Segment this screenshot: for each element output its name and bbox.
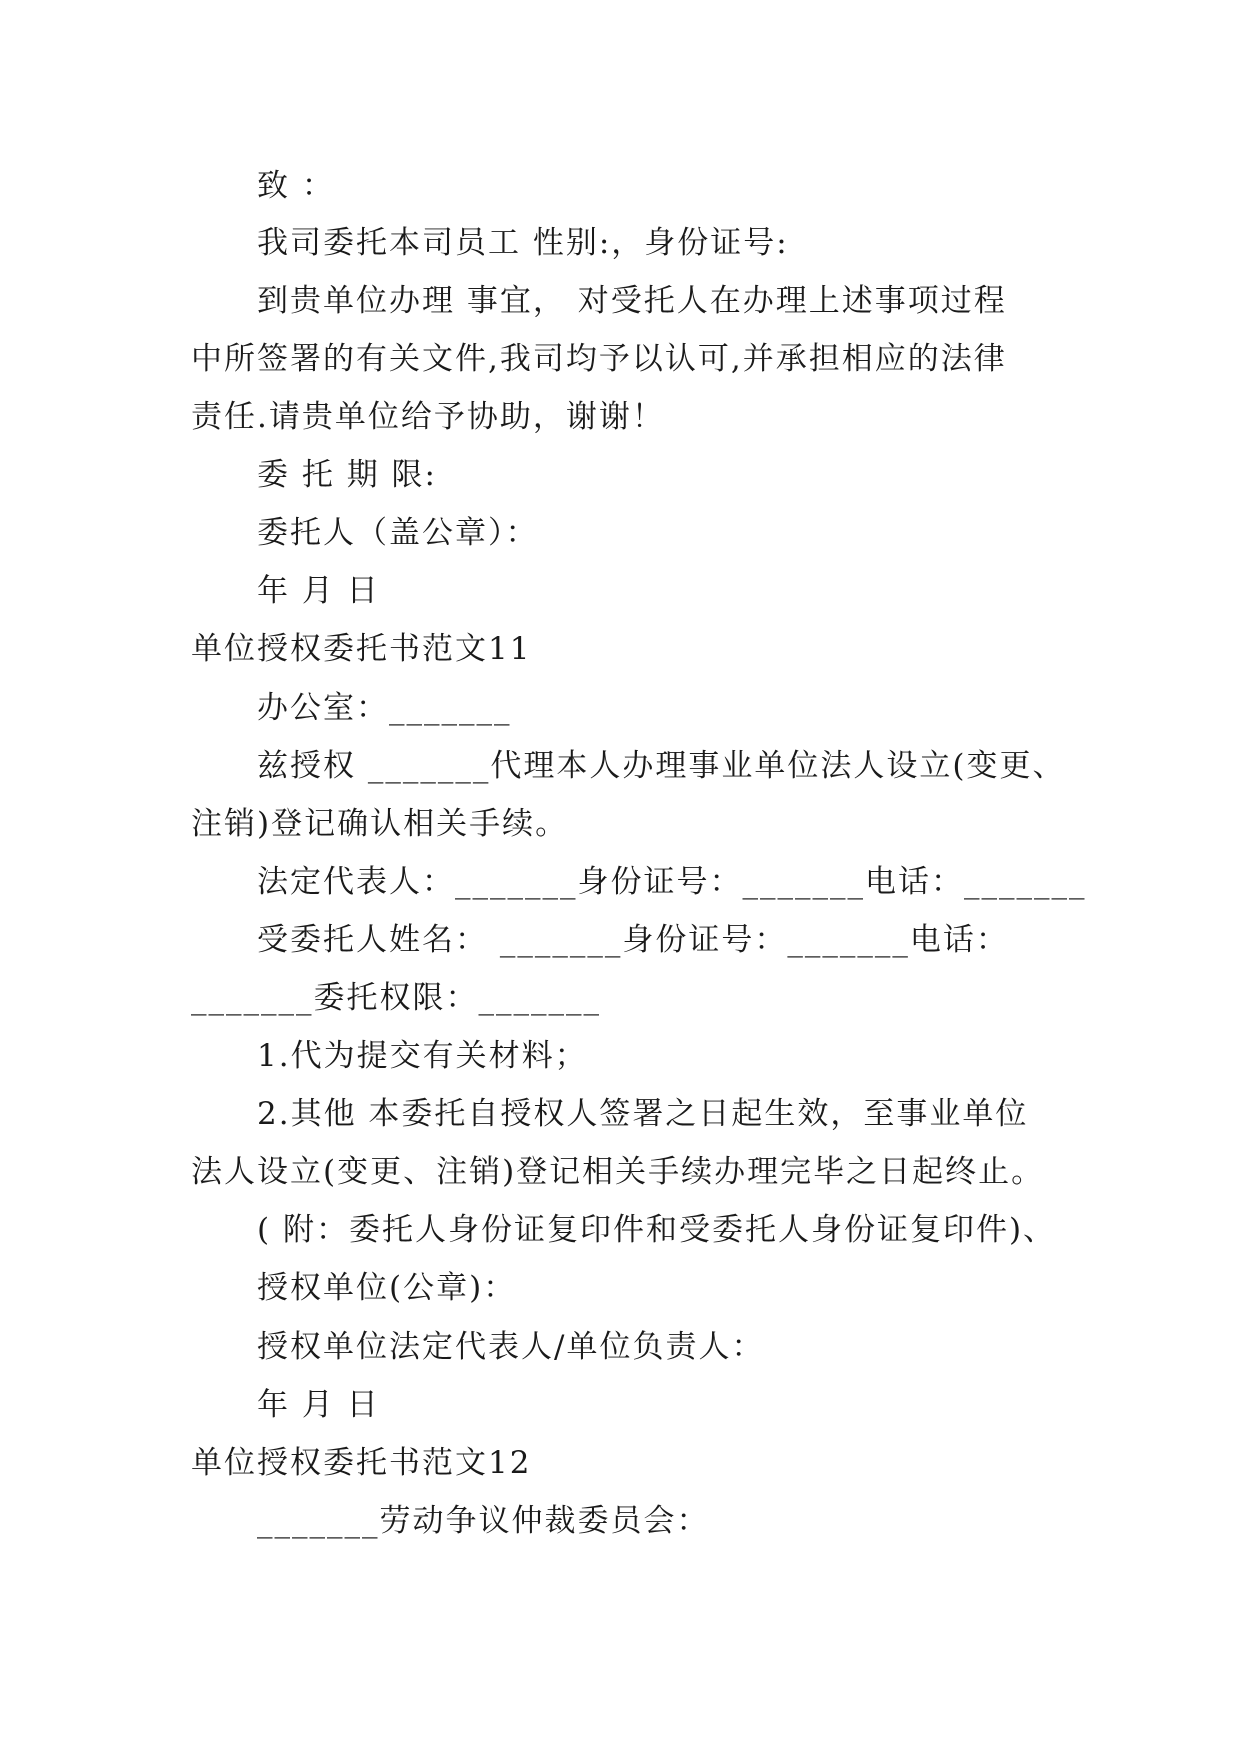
trustee-line-1: 受委托人姓名： _______身份证号：_______电话：: [257, 922, 1009, 958]
salutation-line: 致 ：: [257, 168, 335, 204]
date-line: 年 月 日: [257, 1387, 380, 1423]
list-item-continuation: 法人设立(变更、注销)登记相关手续办理完毕之日起终止。: [191, 1154, 1045, 1190]
addressee-line: _______劳动争议仲裁委员会：: [257, 1503, 710, 1539]
list-item: 2.其他 本委托自授权人签署之日起生效，至事业单位: [257, 1096, 1029, 1132]
office-line: 办公室：_______: [257, 690, 512, 726]
authorizing-unit-line: 授权单位(公章)：: [257, 1270, 517, 1306]
body-paragraph-line-3: 责任.请贵单位给予协助，谢谢！: [191, 399, 665, 435]
body-paragraph-line-2: 中所签署的有关文件,我司均予以认可,并承担相应的法律: [191, 341, 1007, 377]
section-heading: 单位授权委托书范文12: [191, 1445, 532, 1481]
list-item: 1.代为提交有关材料；: [257, 1038, 588, 1074]
date-line: 年 月 日: [257, 573, 380, 609]
trustee-line-2: _______委托权限：_______: [191, 980, 601, 1016]
authorization-line-1: 兹授权 _______代理本人办理事业单位法人设立(变更、: [257, 748, 1066, 784]
authorization-line-2: 注销)登记确认相关手续。: [191, 806, 569, 842]
entrust-period-line: 委 托 期 限:: [257, 457, 438, 493]
unit-rep-line: 授权单位法定代表人/单位负责人：: [257, 1329, 765, 1365]
section-heading: 单位授权委托书范文11: [191, 631, 532, 667]
body-paragraph-line-1: 到贵单位办理 事宜， 对受托人在办理上述事项过程: [257, 283, 1007, 319]
entruster-seal-line: 委托人（盖公章）：: [257, 515, 539, 551]
legal-rep-line: 法定代表人：_______身份证号：_______电话：_______: [257, 864, 1087, 900]
employee-line: 我司委托本司员工 性别:，身份证号:: [257, 225, 789, 261]
attachment-note: ( 附：委托人身份证复印件和受委托人身份证复印件)、: [257, 1212, 1057, 1248]
